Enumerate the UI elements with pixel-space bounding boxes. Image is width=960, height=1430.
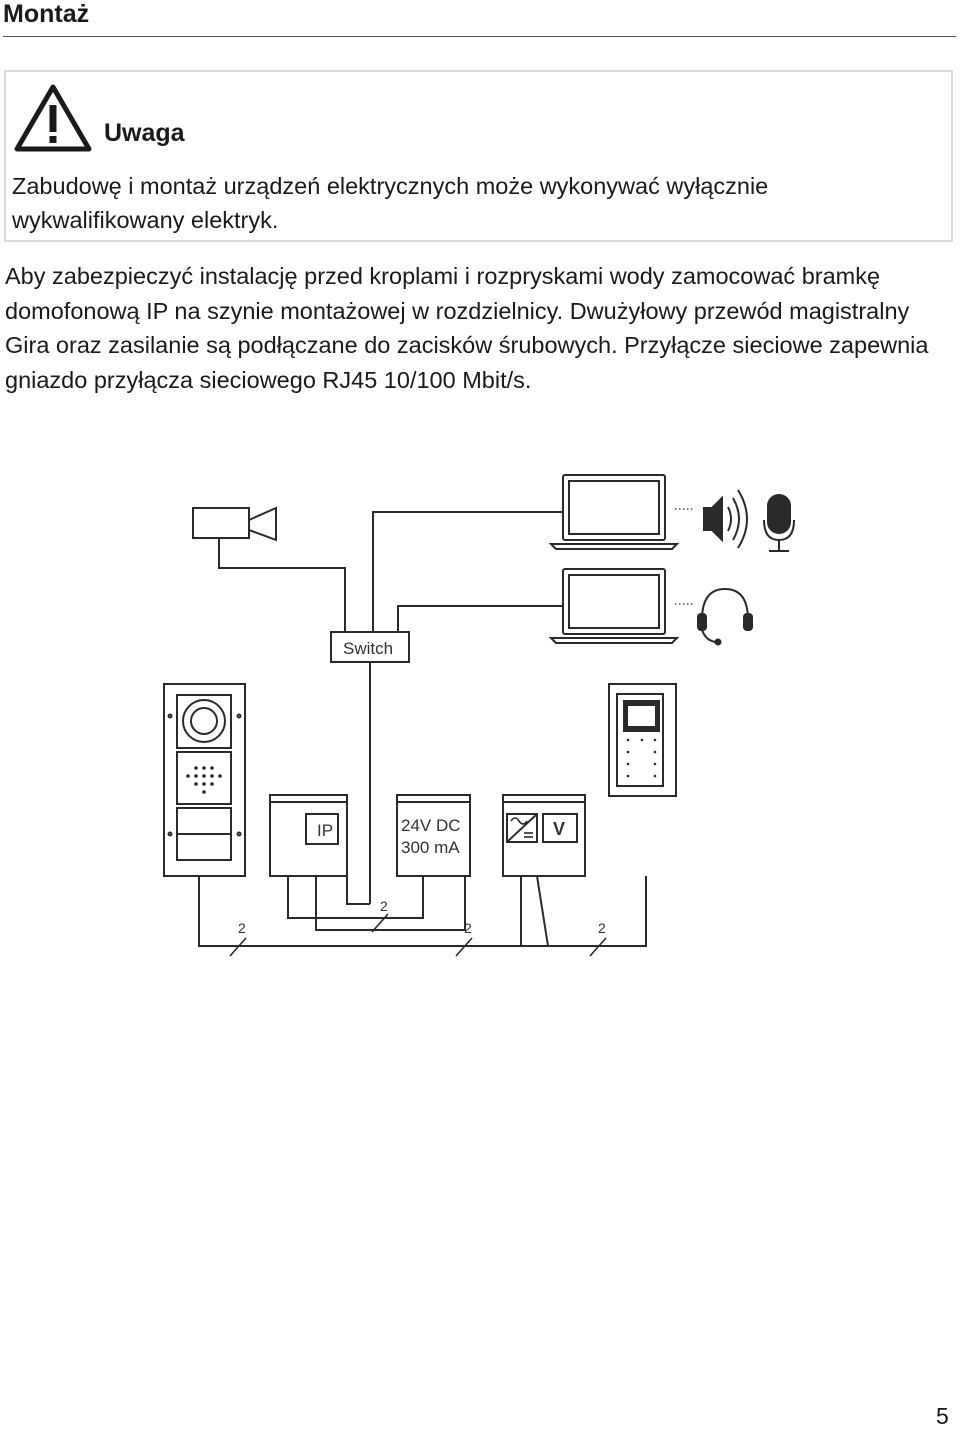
door-station-icon: [164, 684, 245, 876]
headset-icon: [698, 589, 752, 645]
wire-count-label: 2: [598, 920, 606, 936]
ip-label: IP: [317, 821, 334, 840]
warning-box: [4, 70, 953, 242]
laptop-icon: [551, 475, 677, 549]
page-title: Montaż: [3, 0, 90, 28]
speaker-icon: [704, 490, 747, 548]
psu-current-label: 300 mA: [401, 838, 460, 857]
warning-triangle-icon: [14, 84, 92, 152]
psu-voltage-label: 24V DC: [401, 816, 461, 835]
indoor-station-icon: [609, 684, 676, 796]
camera-icon: [193, 508, 276, 540]
wire-count-label: 2: [238, 920, 246, 936]
warning-title: Uwaga: [104, 119, 185, 147]
ip-gateway-module: [270, 795, 347, 876]
laptop-icon: [551, 569, 677, 643]
microphone-icon: [764, 495, 794, 551]
wire-count-label: 2: [464, 920, 472, 936]
page-number: 5: [936, 1403, 949, 1429]
v-label: V: [553, 819, 566, 839]
wire-count-label: 2: [380, 898, 388, 914]
wiring-diagram: [150, 470, 810, 970]
warning-text: Zabudowę i montaż urządzeń elektrycznych może wykonywać wyłącznie wykwalifikowany elektryk.: [12, 173, 769, 233]
body-paragraph: Aby zabezpieczyć instalację przed kroplami i rozpryskami wody zamocować bramkę domofonową IP na szynie montażowej w rozdzielnicy. Dwużyłowy przewód magistralny Gira oraz zasilanie są podłączane do zacisków śrubowych. Przyłącze sieciowe zapewnia gniazdo przyłącza sieciowego RJ45 10/100 Mbit/s.: [5, 263, 929, 393]
switch-label: Switch: [343, 639, 394, 658]
title-divider: [3, 36, 956, 37]
converter-icon: [503, 795, 585, 876]
power-supply-module: [397, 795, 470, 876]
